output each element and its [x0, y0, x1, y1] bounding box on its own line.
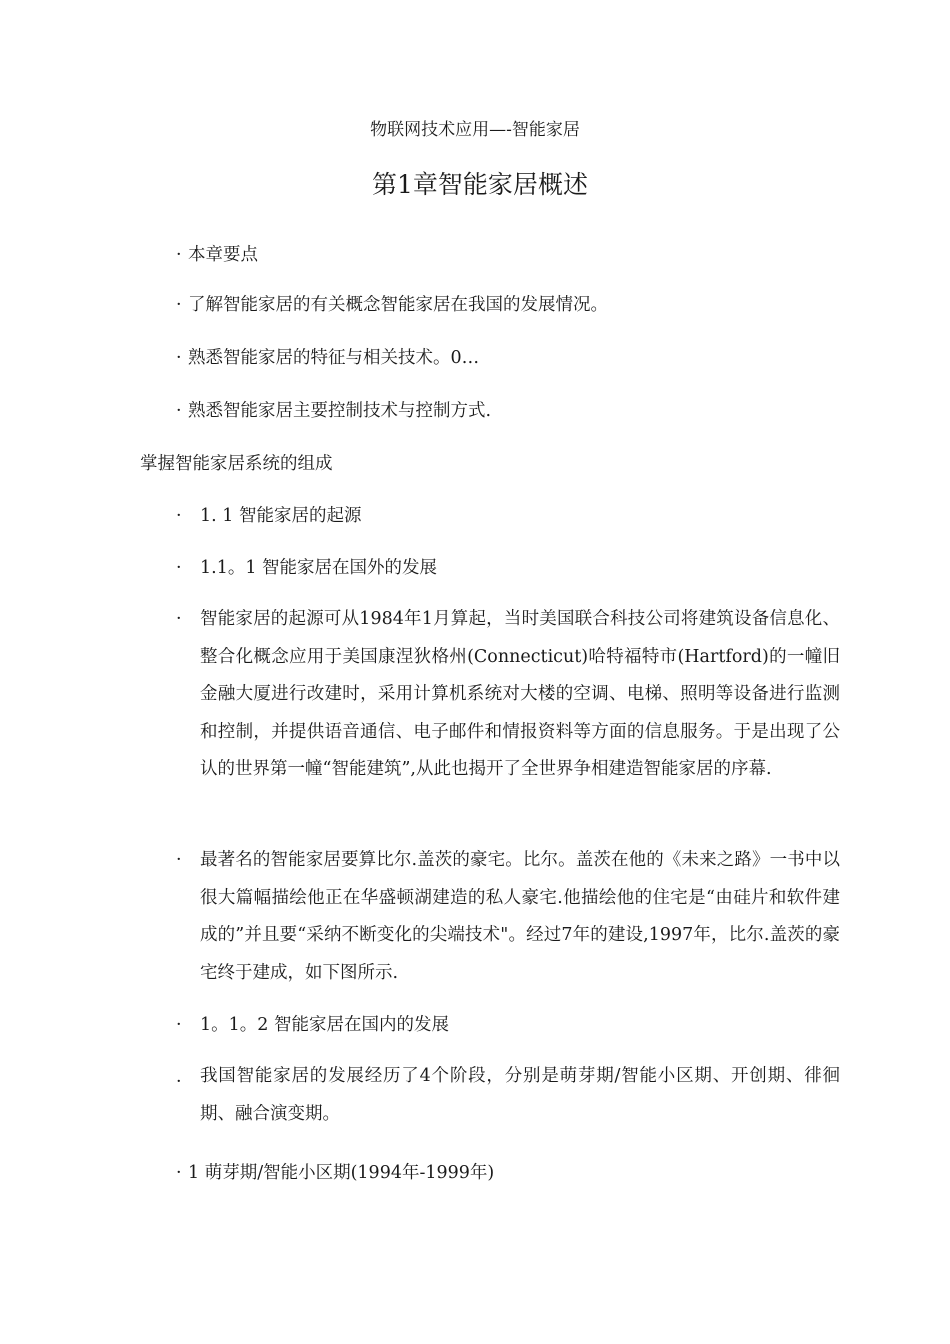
document-subtitle: 物联网技术应用—-智能家居 — [370, 120, 580, 140]
key-points-heading-text: 本章要点 — [188, 245, 258, 265]
stage-1-text: 1 萌芽期/智能小区期(1994年-1999年) — [188, 1163, 495, 1183]
bullet-dot: · — [176, 558, 182, 578]
bullet-dot: · — [176, 506, 182, 526]
bullet-dot: · — [176, 245, 182, 265]
key-point-text: 了解智能家居的有关概念智能家居在我国的发展情况。 — [188, 295, 608, 315]
bullet-dot: · — [176, 1072, 182, 1092]
chapter-title: 第1章智能家居概述 — [372, 170, 588, 199]
key-point-text: 熟悉智能家居的特征与相关技术。0… — [188, 348, 480, 368]
key-points-heading — [176, 242, 258, 268]
paragraph-gates-house: 最著名的智能家居要算比尔.盖茨的豪宅。比尔。盖茨在他的《未来之路》一书中以很大篇幅描绘他正在华盛顿湖建造的私人豪宅.他描绘他的住宅是“由硅片和软件建成的”并且要“采纳不断变化的尖端技术"。经过7年的建设,1997年，比尔.盖茨的豪宅终于建成，如下图所示. — [200, 850, 840, 983]
bullet-dot: · — [176, 1015, 182, 1035]
key-point-item — [176, 345, 479, 371]
bullet-dot: · — [176, 348, 182, 368]
bullet-dot: · — [176, 1163, 182, 1183]
bullet-dot: · — [176, 850, 182, 870]
section-heading-1-1-2: 1。1。2 智能家居在国内的发展 — [200, 1015, 449, 1035]
key-point-item — [176, 398, 491, 424]
key-point-text: 熟悉智能家居主要控制技术与控制方式. — [188, 401, 492, 421]
stage-1-item — [176, 1160, 494, 1186]
bullet-dot: · — [176, 295, 182, 315]
section-heading-1-1-1: 1.1。1 智能家居在国外的发展 — [200, 558, 438, 578]
paragraph-origin: 智能家居的起源可从1984年1月算起，当时美国联合科技公司将建筑设备信息化、整合化概念应用于美国康涅狄格州(Connecticut)哈特福特市(Hartford)的一幢旧金融大厦进行改建时，采用计算机系统对大楼的空调、电梯、照明等设备进行监测和控制，并提供语音通信、电子邮件和情报资料等方面的信息服务。于是出现了公认的世界第一幢“智能建筑”,从此也揭开了全世界争相建造智能家居的序幕. — [200, 609, 840, 780]
master-line: 掌握智能家居系统的组成 — [140, 454, 333, 474]
bullet-dot: · — [176, 609, 182, 629]
paragraph-domestic: 我国智能家居的发展经历了4个阶段，分别是萌芽期/智能小区期、开创期、徘徊期、融合演变期。 — [200, 1066, 840, 1124]
key-point-item — [176, 292, 608, 318]
bullet-dot: · — [176, 401, 182, 421]
section-heading-1-1: 1. 1 智能家居的起源 — [200, 506, 362, 526]
